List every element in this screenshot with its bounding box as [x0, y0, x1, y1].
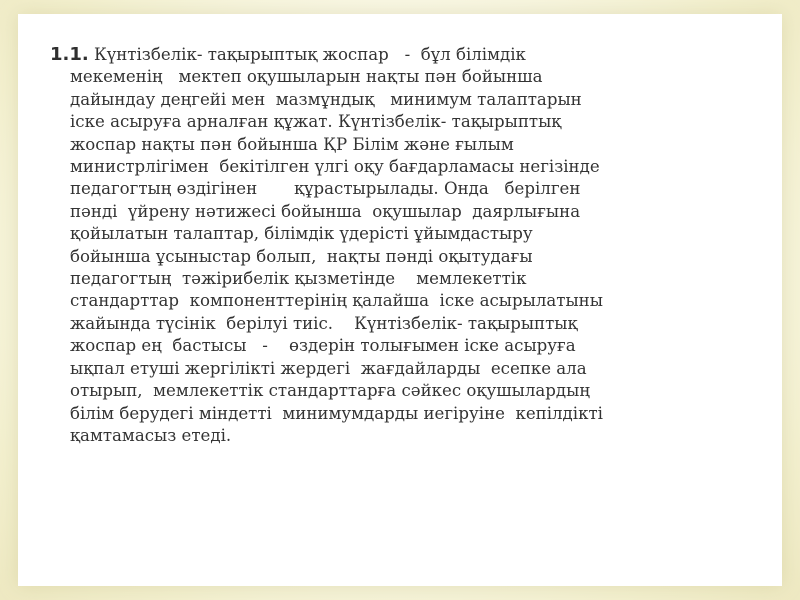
text-line: мекеменің мектеп оқушыларын нақты пән бойынша — [70, 67, 543, 87]
text-line: пәнді үйрену нәтижесі бойынша оқушылар даярлығына — [70, 201, 581, 221]
text-line: қойылатын талаптар, білімдік үдерісті ұйымдастыру — [70, 224, 533, 244]
text-line: жоспар ең бастысы - өздерін толығымен іске асыруға — [70, 336, 576, 356]
text-line: педагогтың тәжірибелік қызметінде мемлекеттік — [70, 269, 527, 289]
text-line: қамтамасыз етеді. — [70, 425, 232, 445]
text-line: ықпал етуші жергілікті жердегі жағдайларды есепке ала — [70, 358, 587, 378]
body-paragraph — [50, 44, 750, 447]
text-line: отырып, мемлекеттік стандарттарға сәйкес оқушылардың — [70, 381, 590, 401]
text-line: бойынша ұсыныстар болып, нақты пәнді оқытудағы — [70, 246, 533, 266]
text-line: министрлігімен бекітілген үлгі оқу бағдарламасы негізінде — [70, 157, 600, 177]
text-line: іске асыруға арналған құжат. Күнтізбелік- тақырыптық — [70, 112, 562, 132]
text-line-content: Күнтізбелік- тақырыптық жоспар - бұл білімдік — [88, 45, 526, 64]
text-line: жоспар нақты пән бойынша ҚР Білім және ғылым — [70, 134, 514, 154]
text-line: білім берудегі міндетті минимумдарды иегіруіне кепілдікті — [70, 403, 603, 423]
text-line: жайында түсінік берілуі тиіс. Күнтізбелік- тақырыптық — [70, 313, 578, 333]
section-number: 1.1. — [50, 44, 89, 65]
text-line: дайындау деңгейі мен мазмұндық минимум талаптарын — [70, 89, 582, 109]
text-line: педагогтың өздігінен құрастырылады. Онда берілген — [70, 179, 581, 199]
text-line — [50, 44, 750, 66]
text-line: стандарттар компоненттерінің қалайша іске асырылатыны — [70, 291, 603, 311]
